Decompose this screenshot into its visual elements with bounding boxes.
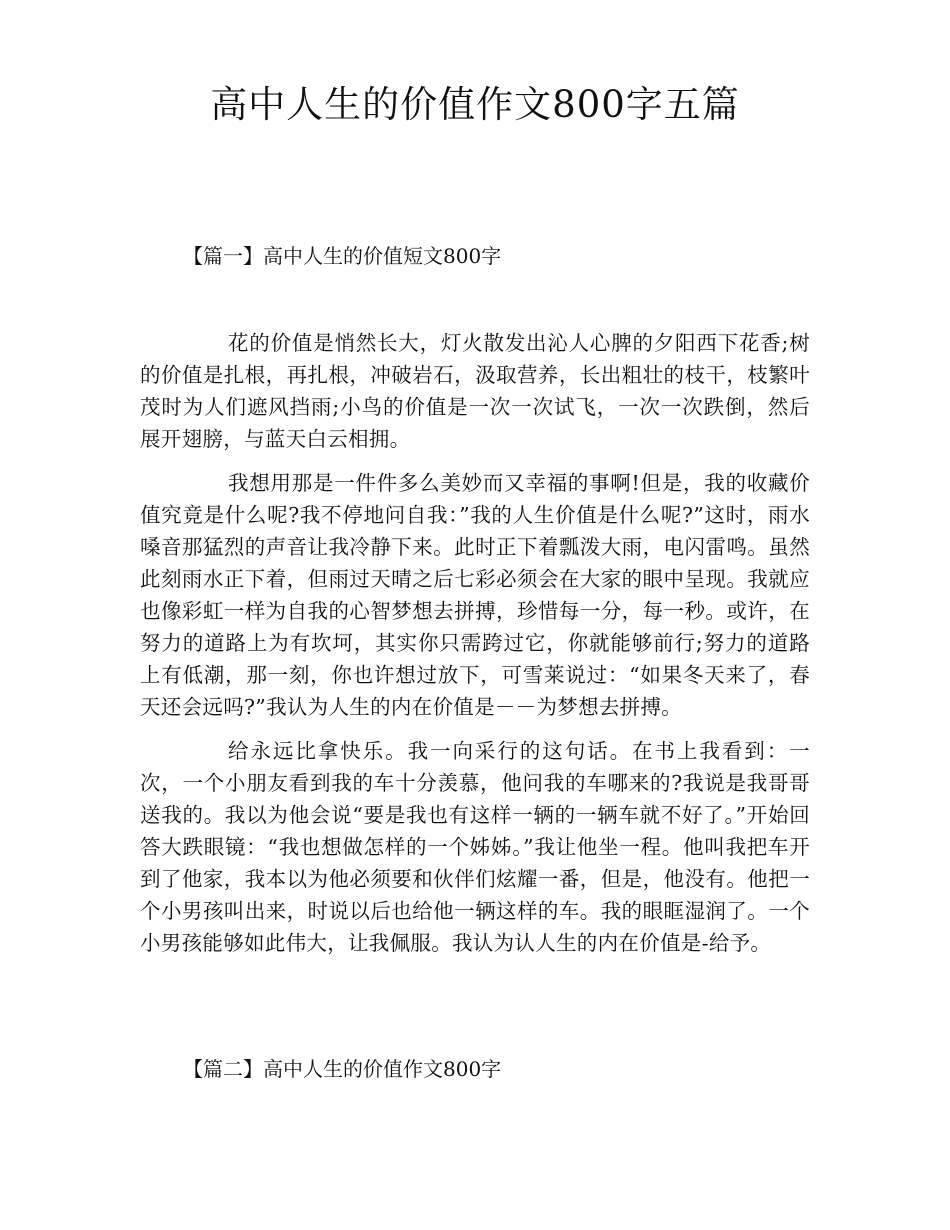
section-heading-2: 【篇二】高中人生的价值作文800字 [183,1057,502,1081]
section-heading-1: 【篇一】高中人生的价值短文800字 [183,244,502,268]
section-body-1 [140,327,810,971]
document-title: 高中人生的价值作文800字五篇 [210,83,740,126]
paragraph-3: 给永远比拿快乐。我一向采行的这句话。在书上我看到：一次，一个小朋友看到我的车十分羡慕，他问我的车哪来的?我说是我哥哥送我的。我以为他会说“要是我也有这样一辆的一辆车就不好了。”开始回答大跌眼镜：“我也想做怎样的一个姊姊。”我让他坐一程。他叫我把车开到了他家，我本以为他必须要和伙伴们炫耀一番，但是，他没有。他把一个小男孩叫出来，时说以后也给他一辆这样的车。我的眼眶湿润了。一个小男孩能够如此伟大，让我佩服。我认为认人生的内在价值是-给予。 [140,739,810,955]
paragraph-2: 我想用那是一件件多么美妙而又幸福的事啊!但是，我的收藏价值究竟是什么呢?我不停地问自我：”我的人生价值是什么呢?”这时，雨水嗓音那猛烈的声音让我冷静下来。此时正下着瓢泼大雨，电闪雷鸣。虽然此刻雨水正下着，但雨过天晴之后七彩必须会在大家的眼中呈现。我就应也像彩虹一样为自我的心智梦想去拼搏，珍惜每一分，每一秒。或许，在努力的道路上为有坎坷，其实你只需跨过它，你就能够前行;努力的道路上有低潮，那一刻，你也许想过放下，可雪莱说过：“如果冬天来了，春天还会远吗?”我认为人生的内在价值是－－为梦想去拼搏。 [140,471,810,719]
paragraph-1: 花的价值是悄然长大，灯火散发出沁人心脾的夕阳西下花香;树的价值是扎根，再扎根，冲破岩石，汲取营养，长出粗壮的枝干，枝繁叶茂时为人们遮风挡雨;小鸟的价值是一次一次试飞，一次一次跌倒，然后展开翅膀，与蓝天白云相拥。 [140,331,810,451]
